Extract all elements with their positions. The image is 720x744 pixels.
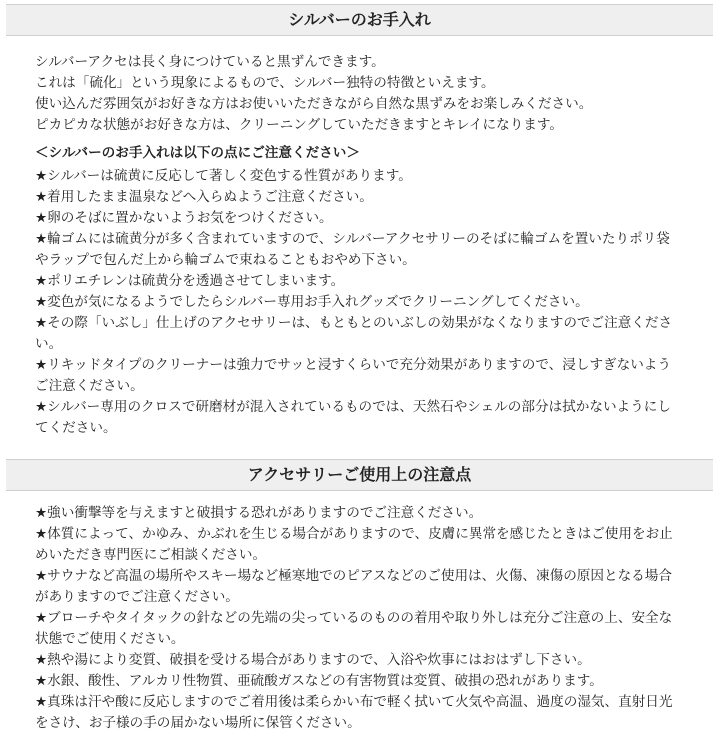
list-item: ★卵のそばに置かないようお気をつけください。 <box>35 210 333 226</box>
silver-care-intro <box>35 52 675 136</box>
accessory-use-list <box>35 503 675 734</box>
silver-care-list <box>35 166 675 439</box>
list-item: ★体質によって、かゆみ、かぶれを生じる場合がありますので、皮膚に異常を感じたときはご使用をお止めいただき専門医にご相談ください。 <box>35 526 673 563</box>
list-item: ★シルバーは硫黄に反応して著しく変色する性質があります。 <box>35 168 412 184</box>
silver-care-notice-title: ＜シルバーのお手入れは以下の点にご注意ください＞ <box>35 145 360 161</box>
list-item: ★熱や湯により変質、破損を受ける場合がありますので、入浴や炊事にはおはずし下さい。 <box>35 652 591 668</box>
silver-care-heading: シルバーのお手入れ <box>6 4 713 36</box>
accessory-use-heading: アクセサリーご使用上の注意点 <box>6 459 713 491</box>
list-item: ★ポリエチレンは硫黄分を透過させてしまいます。 <box>35 273 345 289</box>
list-item: ★真珠は汗や酸に反応しますのでご着用後は柔らかい布で軽く拭いて火気や高温、過度の湿気、直射日光をさけ、お子様の手の届かない場所に保管ください。 <box>35 694 673 731</box>
intro-line: これは「硫化」という現象によるもので、シルバー独特の特徴といえます。 <box>35 75 495 91</box>
list-item: ★変色が気になるようでしたらシルバー専用お手入れグッズでクリーニングしてください。 <box>35 294 589 310</box>
intro-line: シルバーアクセは長く身につけていると黒ずんできます。 <box>35 54 385 70</box>
list-item: ★ブローチやタイタックの針などの先端の尖っているのものの着用や取り外しは充分ご注意の上、安全な状態でご使用ください。 <box>35 610 673 647</box>
intro-line: 使い込んだ雰囲気がお好きな方はお使いいただきながら自然な黒ずみをお楽しみください。 <box>35 96 593 112</box>
list-item: ★強い衝撃等を与えますと破損する恐れがありますのでご注意ください。 <box>35 505 483 521</box>
list-item: ★シルバー専用のクロスで研磨材が混入されているものでは、天然石やシェルの部分は拭かないようにしてください。 <box>35 399 671 436</box>
list-item: ★その際「いぶし」仕上げのアクセサリーは、もともとのいぶしの効果がなくなりますのでご注意ください。 <box>35 315 673 352</box>
list-item: ★リキッドタイプのクリーナーは強力でサッと浸すくらいで充分効果がありますので、浸しすぎないようご注意ください。 <box>35 357 671 394</box>
list-item: ★着用したまま温泉などへ入らぬようご注意ください。 <box>35 189 373 205</box>
intro-line: ピカピカな状態がお好きな方は、クリーニングしていただきますとキレイになります。 <box>35 117 563 133</box>
list-item: ★サウナなど高温の場所やスキー場など極寒地でのピアスなどのご使用は、火傷、凍傷の原因となる場合がありますのでご注意ください。 <box>35 568 672 605</box>
list-item: ★水銀、酸性、アルカリ性物質、亜硫酸ガスなどの有害物質は変質、破損の恐れがあります。 <box>35 673 603 689</box>
list-item: ★輪ゴムには硫黄分が多く含まれていますので、シルバーアクセサリーのそばに輪ゴムを置いたりポリ袋やラップで包んだ上から輪ゴムで束ねることもおやめ下さい。 <box>35 231 670 268</box>
